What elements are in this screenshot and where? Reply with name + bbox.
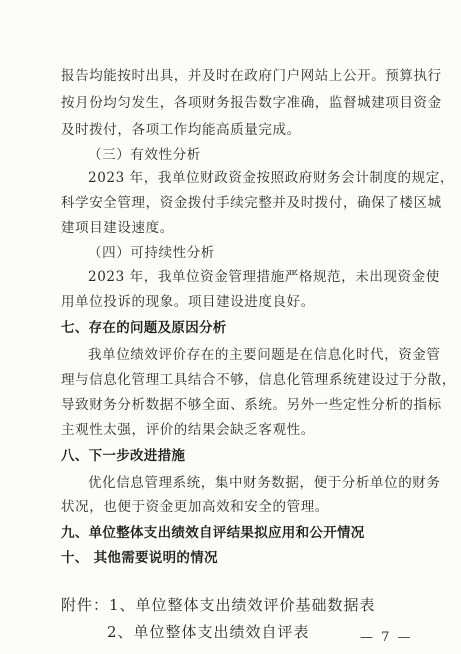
paragraph-line: 理与信息化管理工具结合不够，信息化管理系统建设过于分散， xyxy=(61,372,456,388)
paragraph-line: 2023 年，我单位财政资金按照政府财务会计制度的规定， xyxy=(88,170,454,186)
subsection-heading: （三）有效性分析 xyxy=(88,147,201,163)
section-heading: 八、下一步改进措施 xyxy=(61,448,186,464)
paragraph-line: 科学安全管理，资金拨付手续完整并及时拨付，确保了楼区城 xyxy=(61,195,442,211)
annex-item-2: 2、单位整体支出绩效自评表 xyxy=(107,623,310,641)
paragraph-line: 用单位投诉的现象。项目建设进度良好。 xyxy=(61,294,315,310)
paragraph-line: 2023 年，我单位资金管理措施严格规范，未出现资金使 xyxy=(88,269,440,285)
paragraph-line: 导致财务分析数据不够全面、系统。另外一些定性分析的指标 xyxy=(61,397,442,413)
paragraph-line: 按月份均匀发生，各项财务报告数字准确，监督城建项目资金 xyxy=(61,95,442,111)
section-heading: 十、 其他需要说明的情况 xyxy=(61,550,218,566)
annex-item-1: 附件：1、单位整体支出绩效评价基础数据表 xyxy=(61,596,376,614)
paragraph-line: 优化信息管理系统，集中财务数据，便于分析单位的财务 xyxy=(88,475,441,491)
section-heading: 九、单位整体支出绩效自评结果拟应用和公开情况 xyxy=(61,525,365,541)
section-heading: 七、存在的问题及原因分析 xyxy=(61,320,227,336)
paragraph-line: 状况，也便于资金更加高效和安全的管理。 xyxy=(61,499,329,515)
paragraph-line: 我单位绩效评价存在的主要问题是在信息化时代，资金管 xyxy=(88,347,441,363)
paragraph-line: 主观性太强，评价的结果会缺乏客观性。 xyxy=(61,422,315,438)
paragraph-line: 及时拨付，各项工作均能高质量完成。 xyxy=(61,122,301,138)
page-number: — 7 — xyxy=(360,630,413,645)
paragraph-line: 建项目建设速度。 xyxy=(61,220,174,236)
subsection-heading: （四）可持续性分析 xyxy=(88,245,215,261)
paragraph-line: 报告均能按时出具，并及时在政府门户网站上公开。预算执行 xyxy=(61,68,442,84)
